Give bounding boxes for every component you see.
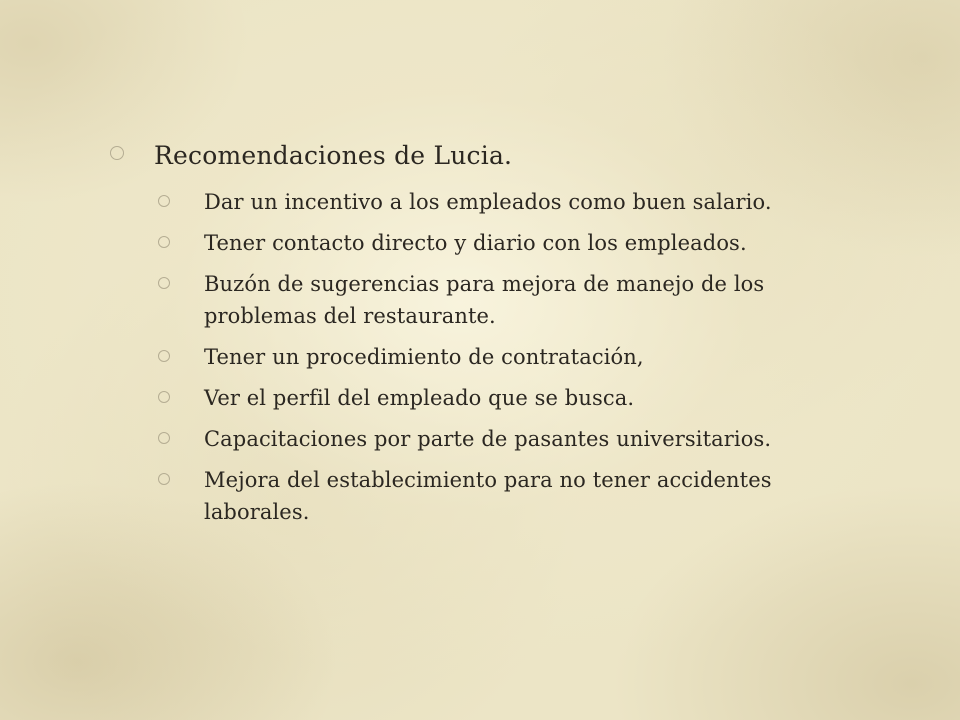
list-item xyxy=(158,227,858,259)
circle-bullet-icon xyxy=(158,236,170,248)
list-item-text: Ver el perfil del empleado que se busca. xyxy=(204,386,635,410)
list-item-text: Tener un procedimiento de contratación, xyxy=(204,345,644,369)
heading-row xyxy=(110,138,870,174)
list-item-text: Dar un incentivo a los empleados como buen salario. xyxy=(204,190,772,214)
list-item xyxy=(158,423,858,455)
circle-bullet-icon xyxy=(158,277,170,289)
circle-bullet-icon xyxy=(158,473,170,485)
list-item-text: Tener contacto directo y diario con los empleados. xyxy=(204,231,747,255)
list-item xyxy=(158,268,858,332)
circle-bullet-icon xyxy=(158,391,170,403)
recommendation-list xyxy=(158,186,858,537)
circle-bullet-icon xyxy=(110,146,124,160)
circle-bullet-icon xyxy=(158,195,170,207)
list-item-text: Mejora del establecimiento para no tener accidentes laborales. xyxy=(204,468,772,524)
slide-heading: Recomendaciones de Lucia. xyxy=(154,141,513,170)
list-item xyxy=(158,341,858,373)
circle-bullet-icon xyxy=(158,350,170,362)
list-item xyxy=(158,382,858,414)
list-item xyxy=(158,464,858,528)
list-item xyxy=(158,186,858,218)
list-item-text: Buzón de sugerencias para mejora de manejo de los problemas del restaurante. xyxy=(204,272,765,328)
circle-bullet-icon xyxy=(158,432,170,444)
list-item-text: Capacitaciones por parte de pasantes universitarios. xyxy=(204,427,772,451)
